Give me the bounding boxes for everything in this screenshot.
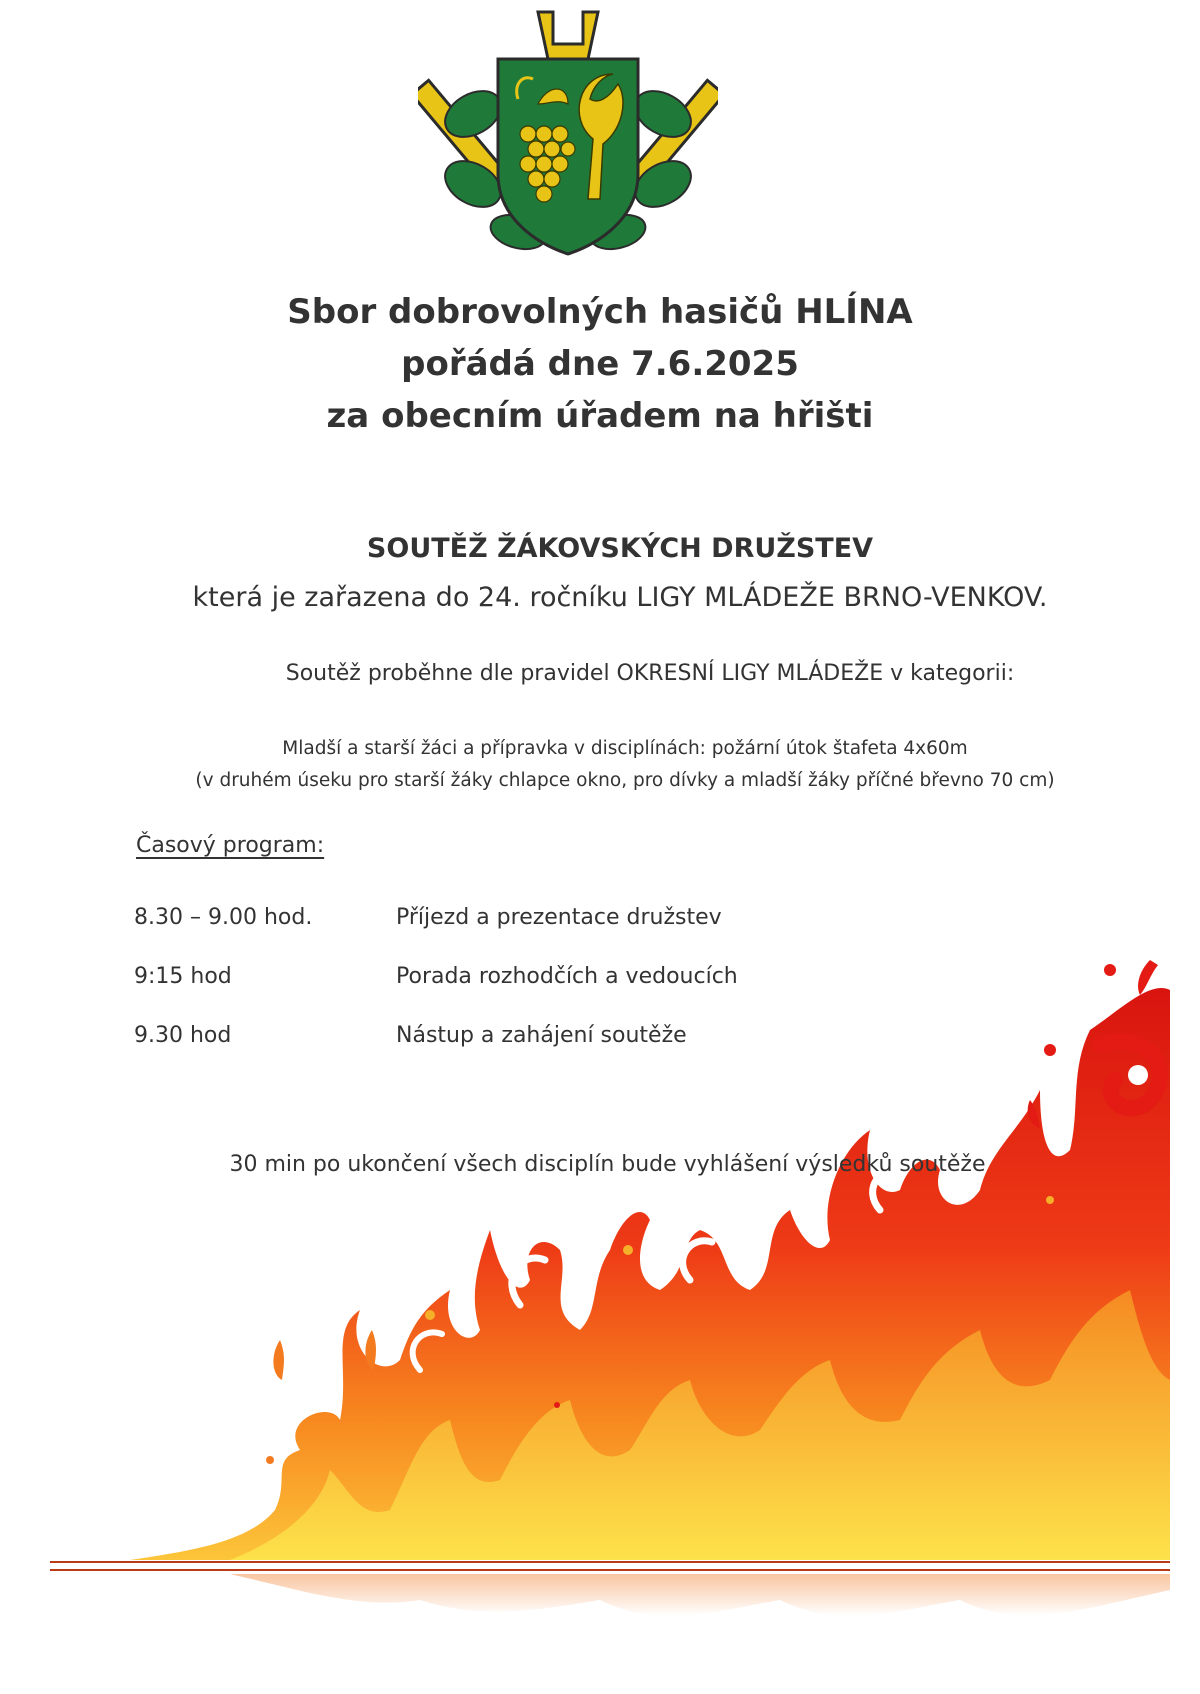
title-line-organizer: Sbor dobrovolných hasičů HLÍNA [287,292,913,332]
schedule-title: Časový program: [136,833,325,858]
schedule-row [134,905,934,939]
rules-line: Soutěž proběhne dle pravidel OKRESNÍ LIGY MLÁDEŽE v kategorii: [285,661,1015,686]
page-title [150,286,1050,442]
flames-illustration [0,950,1200,1694]
categories-block [100,733,1150,797]
results-note: 30 min po ukončení všech disciplín bude vyhlášení výsledků soutěže [229,1152,986,1177]
schedule-time: 9:15 hod [134,964,232,989]
categories-note: (v druhém úseku pro starší žáky chlapce okno, pro dívky a mladší žáky příčné břevno 70 cm) [195,770,1055,791]
competition-title: SOUTĚŽ ŽÁKOVSKÝCH DRUŽSTEV [366,533,874,564]
league-line: která je zařazena do 24. ročníku LIGY MLÁDEŽE BRNO-VENKOV. [192,582,1048,613]
categories-line: Mladší a starší žáci a přípravka v disciplínách: požární útok štafeta 4x60m [282,738,968,759]
schedule-time: 8.30 – 9.00 hod. [134,905,313,930]
title-line-location: za obecním úřadem na hřišti [326,396,874,436]
schedule-row [134,1023,934,1057]
schedule-row [134,964,934,998]
fire-brigade-coat-of-arms-icon [418,4,718,266]
title-line-date: pořádá dne 7.6.2025 [401,344,799,384]
schedule-activity: Porada rozhodčích a vedoucích [396,964,738,989]
schedule-activity: Příjezd a prezentace družstev [396,905,722,930]
schedule-time: 9.30 hod [134,1023,232,1048]
schedule-activity: Nástup a zahájení soutěže [396,1023,687,1048]
